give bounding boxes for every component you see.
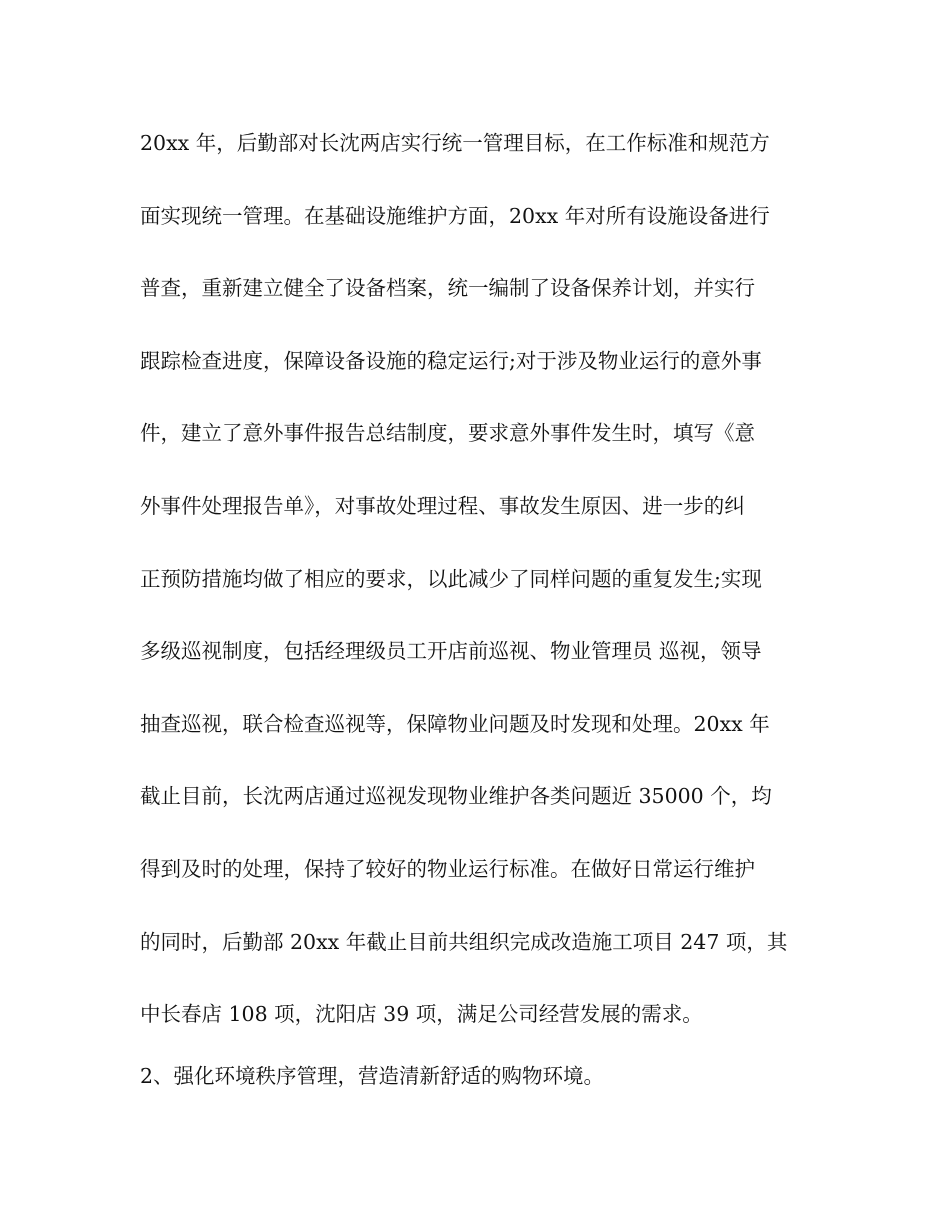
paragraph-line: 正预防措施均做了相应的要求，以此减少了同样问题的重复发生;实现 bbox=[140, 566, 762, 591]
paragraph-line: 多级巡视制度，包括经理级员工开店前巡视、物业管理员 巡视，领导 bbox=[140, 639, 762, 664]
paragraph-line: 普查，重新建立健全了设备档案，统一编制了设备保养计划，并实行 bbox=[140, 276, 755, 301]
paragraph-line: 的同时，后勤部 20xx 年截止目前共组织完成改造施工项目 247 项，其 bbox=[140, 929, 788, 954]
section-heading-block bbox=[140, 1040, 808, 1113]
paragraph-line: 20xx 年，后勤部对长沈两店实行统一管理目标，在工作标准和规范方 bbox=[140, 131, 770, 155]
paragraph-line: 跟踪检查进度，保障设备设施的稳定运行;对于涉及物业运行的意外事 bbox=[140, 348, 762, 373]
paragraph-line: 件，建立了意外事件报告总结制度，要求意外事件发生时，填写《意 bbox=[140, 421, 755, 446]
paragraph-line: 得到及时的处理，保持了较好的物业运行标准。在做好日常运行维护 bbox=[140, 856, 755, 881]
paragraph-line: 中长春店 108 项，沈阳店 39 项，满足公司经营发展的需求。 bbox=[140, 1002, 703, 1027]
paragraph-line: 抽查巡视，联合检查巡视等，保障物业问题及时发现和处理。20xx 年 bbox=[140, 711, 770, 736]
section-heading: 2、强化环境秩序管理，营造清新舒适的购物环境。 bbox=[140, 1064, 605, 1088]
body-paragraph bbox=[140, 107, 808, 1051]
paragraph-line: 面实现统一管理。在基础设施维护方面，20xx 年对所有设施设备进行 bbox=[140, 203, 770, 228]
paragraph-line: 外事件处理报告单》，对事故处理过程、事故发生原因、进一步的纠 bbox=[140, 493, 745, 518]
paragraph-line: 截止目前，长沈两店通过巡视发现物业维护各类问题近 35000 个，均 bbox=[140, 784, 772, 809]
